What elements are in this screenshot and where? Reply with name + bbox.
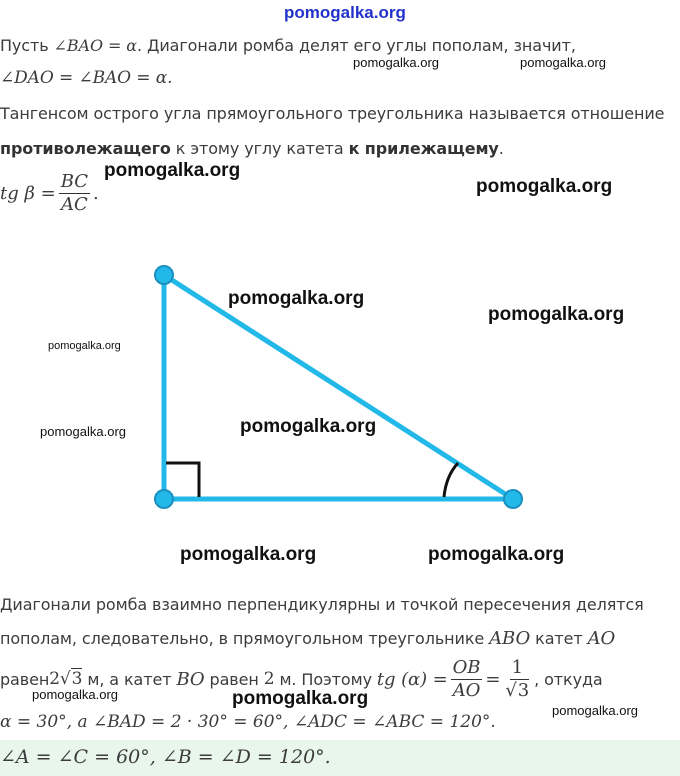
vertex-right-angle <box>155 490 173 508</box>
equals-sign: = <box>485 668 501 690</box>
formula-end: . <box>93 182 99 204</box>
p1-math-angle-bao: ∠BAO = α <box>53 36 137 55</box>
formula-lhs: tg β = <box>0 182 56 204</box>
watermark: pomogalka.org <box>488 304 625 325</box>
watermark: pomogalka.org <box>32 687 118 702</box>
p2-bold-adjacent: к прилежащему <box>348 139 499 158</box>
p3-math-2: 2 <box>263 669 275 689</box>
vertex-acute <box>504 490 522 508</box>
watermark: pomogalka.org <box>104 160 241 181</box>
fraction-denominator: AC <box>60 193 88 215</box>
p3-line3-mid1: м, а катет <box>82 669 177 689</box>
paragraph-3-line-2 <box>0 628 615 649</box>
fraction-ob: OB <box>452 656 481 678</box>
watermark: pomogalka.org <box>240 416 377 437</box>
fraction-numerator: BC <box>60 171 89 192</box>
p3-line3-end: , откуда <box>534 669 603 689</box>
p3-line3-pre: равен <box>0 669 50 689</box>
watermark: pomogalka.org <box>228 288 365 309</box>
fraction-ao: AO <box>452 679 481 701</box>
p3-math-bo: BO <box>176 668 205 690</box>
sqrt-3-den: 3 <box>517 679 530 701</box>
p3-line2-mid: катет <box>530 629 588 648</box>
watermark: pomogalka.org <box>428 544 565 565</box>
p3-math-abo: ABO <box>489 628 531 649</box>
p3-math-ao: AO <box>587 628 616 649</box>
p1-math-angle-dao: ∠DAO = ∠BAO = α. <box>0 68 173 88</box>
p3-line2-pre: пополам, следовательно, в прямоугольном треугольнике <box>0 629 490 648</box>
answer-box <box>0 740 680 776</box>
p3-math-tg-alpha: tg (α) = <box>376 668 448 690</box>
watermark: pomogalka.org <box>552 703 638 718</box>
watermark: pomogalka.org <box>232 688 369 709</box>
watermark: pomogalka.org <box>40 424 126 439</box>
coef-2: 2 <box>49 669 60 689</box>
p1-pre: Пусть <box>0 36 54 55</box>
watermark: pomogalka.org <box>476 176 613 197</box>
fraction-sqrt3: √3 <box>505 679 530 701</box>
fraction-ob-ao <box>451 658 483 701</box>
watermark: pomogalka.org <box>353 55 439 70</box>
answer-text: ∠A = ∠C = 60°, ∠B = ∠D = 120°. <box>0 746 331 768</box>
p3-math-2sqrt3: 2√3 <box>49 669 83 689</box>
sqrt-3: 3 <box>71 669 83 689</box>
watermark: pomogalka.org <box>48 340 121 352</box>
paragraph-3-line-4: α = 30°, а ∠BAD = 2 · 30° = 60°, ∠ADC = ∠ABC = 120°. <box>0 712 496 732</box>
p2-mid: к этому углу катета <box>170 139 349 158</box>
paragraph-2-line-1: Тангенсом острого угла прямоугольного треугольника называется отношение <box>0 104 665 123</box>
watermark: pomogalka.org <box>520 55 606 70</box>
p2-end: . <box>498 139 504 158</box>
vertex-top <box>155 266 173 284</box>
p1-post: . Диагонали ромба делят его углы пополам, значит, <box>136 36 576 55</box>
p3-line3-mid3: м. Поэтому <box>274 669 377 689</box>
paragraph-3-line-1: Диагонали ромба взаимно перпендикулярны и точкой пересечения делятся <box>0 595 644 614</box>
watermark-header: pomogalka.org <box>284 3 406 22</box>
angle-arc-mark <box>444 463 458 497</box>
p3-line3-mid2: равен <box>204 669 264 689</box>
fraction-1: 1 <box>511 656 523 678</box>
fraction-1-sqrt3 <box>503 658 531 701</box>
watermark: pomogalka.org <box>180 544 317 565</box>
p2-bold-opposite: противолежащего <box>0 139 171 158</box>
